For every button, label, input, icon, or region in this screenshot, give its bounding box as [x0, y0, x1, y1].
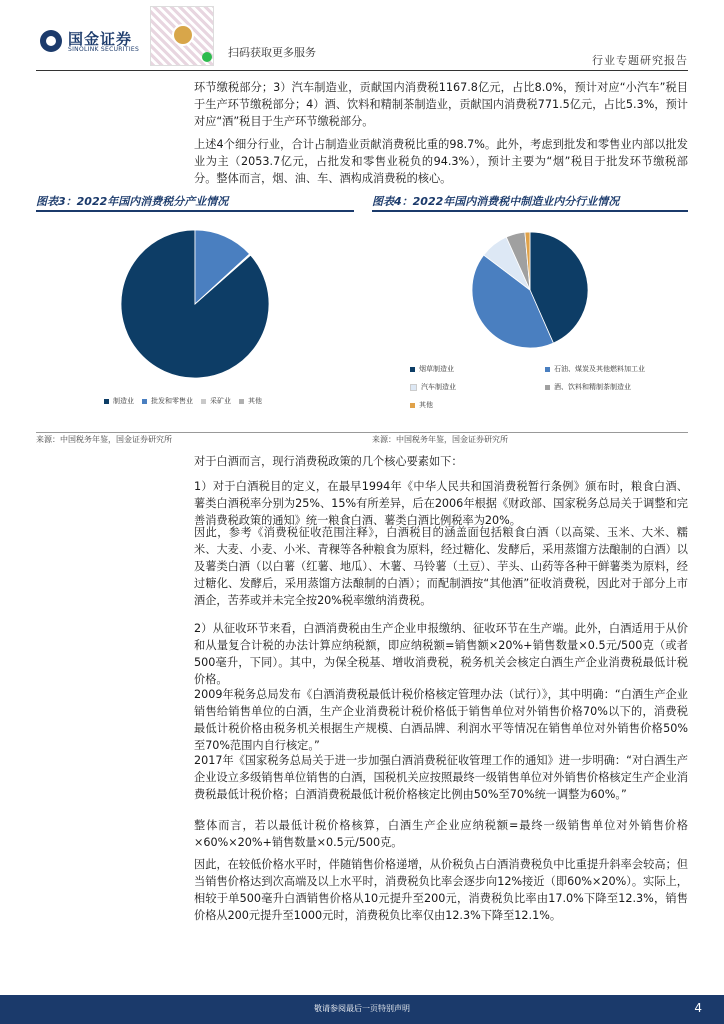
- legend-label: 烟草制造业: [419, 365, 454, 373]
- figure3-source: 来源：中国税务年鉴，国金证券研究所: [36, 435, 172, 444]
- legend-item: [410, 400, 433, 410]
- legend-swatch: [104, 399, 109, 404]
- body-paragraph-2: 1）对于白酒税目的定义，在最早1994年《中华人民共和国消费税暂行条例》颁布时，粮食白酒、薯类白酒税率分别为25%、15%有所差异，后在2006年根据《财政部、国家税务总局关于调整和完善消费税政策的通知》统一粮食白酒、薯类白酒比例税率为20%。: [194, 480, 688, 527]
- scan-text: 扫码获取更多服务: [228, 46, 316, 59]
- sinolink-logo-icon: [40, 30, 62, 52]
- figure4-source: 来源：中国税务年鉴，国金证券研究所: [372, 435, 508, 444]
- legend-label: 汽车制造业: [421, 383, 456, 391]
- legend-label: 石油、煤炭及其他燃料加工业: [554, 365, 645, 373]
- body-paragraph-4: 2）从征收环节来看，白酒消费税由生产企业申报缴纳、征收环节在生产端。此外，白酒适用于从价和从量复合计税的办法计算应纳税额，即应纳税额=销售额×20%+销售数量×0.5元/500克（或者500毫升，下同）。其中，为保全税基、增收消费税，税务机关会核定白酒生产企业消费税最低计税价格。: [194, 622, 688, 686]
- logo-cn: 国金证券: [68, 30, 133, 48]
- legend-swatch: [201, 399, 206, 404]
- legend-item: [545, 364, 645, 374]
- legend-item: [545, 382, 631, 392]
- legend-swatch: [142, 399, 147, 404]
- body-paragraph-8: 因此，在较低价格水平时，伴随销售价格递增，从价税负占白酒消费税负中比重提升斜率会较高；但当销售价格达到次高端及以上水平时，消费税负比率会逐步向12%接近（即60%×20%）。实际上，相较于单500毫升白酒销售价格从10元提升至200元，消费税负比率由17.0%下降至12.3%，销售价格从200元提升至1000元时，消费税负比率仅由12.3%下降至12.1%。: [194, 858, 688, 922]
- legend-item: [410, 364, 545, 374]
- figure3-chart: [36, 214, 354, 414]
- legend-label: 其他: [419, 401, 433, 409]
- body-paragraph-7: 整体而言，若以最低计税价格核算，白酒生产企业应纳税额=最终一级销售单位对外销售价格×60%×20%+销售数量×0.5元/500克。: [194, 819, 688, 849]
- figure3-pie: [121, 230, 269, 378]
- figure3-title: 图表3：2022年国内消费税分产业情况: [36, 195, 229, 208]
- figure4-title: 图表4：2022年国内消费税中制造业内分行业情况: [372, 195, 620, 208]
- legend-swatch: [410, 384, 417, 391]
- figure4-chart: [372, 214, 688, 364]
- legend-swatch: [545, 385, 550, 390]
- legend-swatch: [410, 367, 415, 372]
- logo-en: SINOLINK SECURITIES: [68, 46, 140, 53]
- legend-item: [201, 396, 231, 406]
- intro-paragraph-1: 环节缴税部分；3）汽车制造业，贡献国内消费税1167.8亿元，占比8.0%，预计对应“小汽车”税目于生产环节缴税部分；4）酒、饮料和精制茶制造业，贡献国内消费税771.5亿元，占比5.3%，预计对应“酒”税目于生产环节缴税部分。: [194, 81, 688, 128]
- legend-label: 其他: [248, 397, 262, 405]
- wechat-icon: [202, 52, 212, 62]
- figure-bottom-rule: [36, 432, 688, 433]
- intro-paragraph-2: 上述4个细分行业，合计占制造业贡献消费税比重的98.7%。此外，考虑到批发和零售业内部以批发业为主（2053.7亿元，占批发和零售业税负的94.3%），预计主要为“烟”税目于批发环节缴税部分。整体而言，烟、油、车、酒构成消费税的核心。: [194, 138, 688, 185]
- legend-item: [410, 382, 545, 392]
- figure4-pie: [472, 232, 588, 348]
- legend-label: 酒、饮料和精制茶制造业: [554, 383, 631, 391]
- report-type: 行业专题研究报告: [592, 54, 688, 67]
- legend-label: 采矿业: [210, 397, 231, 405]
- legend-item: [239, 396, 262, 406]
- qr-center-icon: [172, 24, 194, 46]
- body-paragraph-5: 2009年税务总局发布《白酒消费税最低计税价格核定管理办法（试行）》，其中明确：“白酒生产企业销售给销售单位的白酒，生产企业消费税计税价格低于销售单位对外销售价格70%以下的，消费税最低计税价格由税务机关根据生产规模、白酒品牌、利润水平等情况在销售单位对外销售价格50%至70%范围内自行核定。”: [194, 688, 688, 752]
- figure4-rule: [372, 210, 688, 212]
- legend-label: 制造业: [113, 397, 134, 405]
- body-paragraph-6: 2017年《国家税务总局关于进一步加强白酒消费税征收管理工作的通知》进一步明确：“对白酒生产企业设立多级销售单位销售的白酒，国税机关应按照最终一级销售单位对外销售价格核定生产企业消费税最低计税价格；白酒消费税最低计税价格核定比例由50%至70%统一调整为60%。”: [194, 754, 688, 801]
- legend-item: [142, 396, 193, 406]
- legend-swatch: [410, 403, 415, 408]
- legend-swatch: [545, 367, 550, 372]
- page-number: 4: [694, 1001, 702, 1015]
- legend-swatch: [239, 399, 244, 404]
- legend-label: 批发和零售业: [151, 397, 193, 405]
- footer-disclaimer: 敬请参阅最后一页特别声明: [314, 1004, 410, 1013]
- figure4-legend: [410, 364, 688, 410]
- header-rule: [36, 70, 688, 71]
- body-paragraph-1: 对于白酒而言，现行消费税政策的几个核心要素如下：: [194, 455, 463, 468]
- figure3-legend: [104, 396, 262, 406]
- figure3-rule: [36, 210, 354, 212]
- body-paragraph-3: 因此，参考《消费税征收范围注释》，白酒税目的涵盖面包括粮食白酒（以高粱、玉米、大米、糯米、大麦、小麦、小米、青稞等各种粮食为原料，经过糖化、发酵后，采用蒸馏方法酿制的白酒）以及薯类白酒（以白薯（红薯、地瓜）、木薯、马铃薯（土豆）、芋头、山药等各种干鲜薯类为原料，经过糖化、发酵后，采用蒸馏方法酿制的白酒）；而配制酒按“其他酒”征收消费税，因此对于部分上市酒企，苦荞或并未完全按20%税率缴纳消费税。: [194, 526, 688, 607]
- legend-item: [104, 396, 134, 406]
